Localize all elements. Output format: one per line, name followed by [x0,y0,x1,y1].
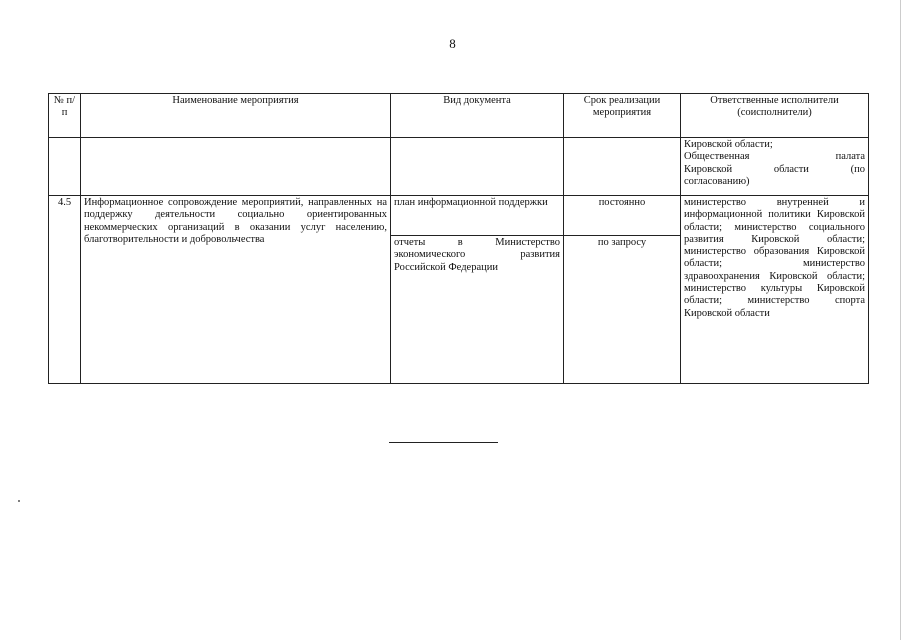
continuation-row [49,138,869,196]
activities-table [48,93,869,384]
cont-name [81,138,391,196]
row-doc-2: отчеты в Министерство экономического развития Российской Федерации [391,236,564,384]
row-term-1: постоянно [564,196,681,236]
header-term: Срок реализации мероприятия [564,94,681,138]
end-separator-line [389,442,498,443]
cont-resp-line: Кировской области; [684,139,773,150]
table-row-4-5-a [49,196,869,236]
cont-doc [391,138,564,196]
cont-resp-line: Кировской области (по [684,163,865,175]
table-header-row [49,94,869,138]
row-term-2: по запросу [564,236,681,384]
cont-term [564,138,681,196]
page-number: 8 [449,36,456,51]
header-doc: Вид документа [391,94,564,138]
header-num: № п/п [49,94,81,138]
cont-resp-line: Общественная палата [684,151,865,163]
scan-speck [18,500,20,502]
row-num: 4.5 [49,196,81,384]
row-resp: министерство внутренней и информационной политики Кировской области; министерство социального развития Кировской области; министерство образования Кировской области; министерство здравоохранения Кировской области; министерство культуры Кировской области; министерство спорта Кировской области [681,196,869,384]
cont-resp-line: согласованию) [684,175,750,187]
row-name: Информационное сопровождение мероприятий, направленных на поддержку деятельности социально ориентированных некоммерческих организаций в оказании услуг населению, благотворительности и добровольчества [81,196,391,384]
cont-num [49,138,81,196]
header-resp: Ответственные исполнители (соисполнители) [681,94,869,138]
row-doc-1: план информационной поддержки [391,196,564,236]
header-name: Наименование мероприятия [81,94,391,138]
scan-edge-shadow [900,0,901,640]
cont-resp [681,138,869,196]
